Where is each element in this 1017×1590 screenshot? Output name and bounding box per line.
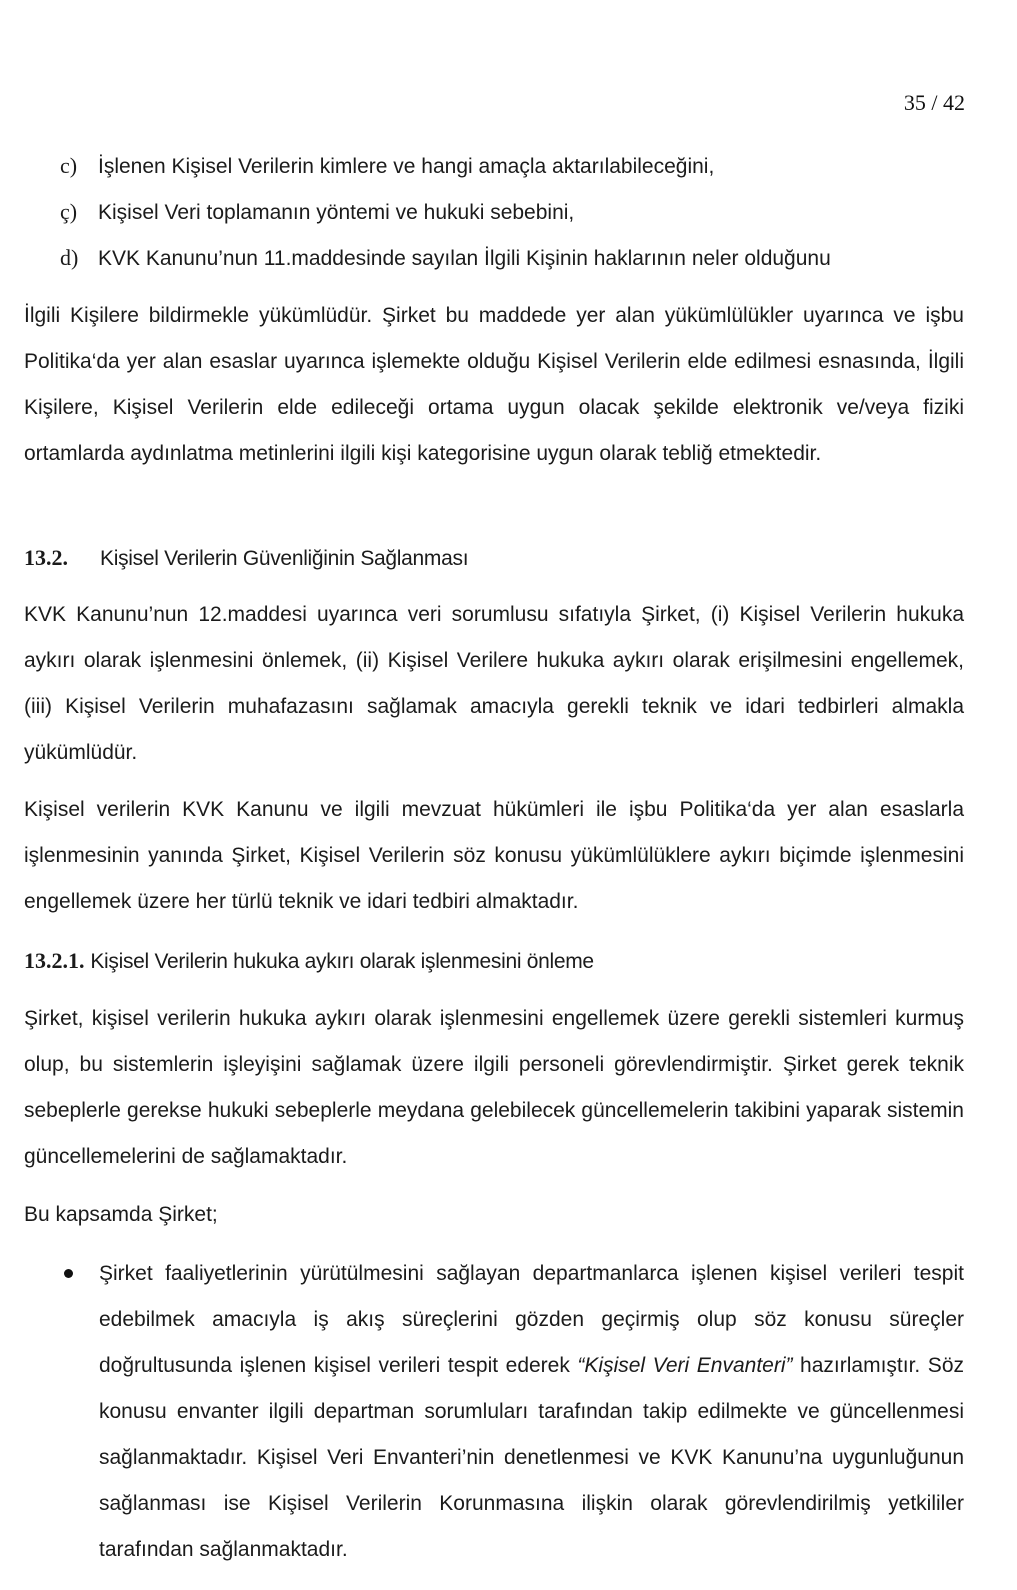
bullet-icon xyxy=(64,1269,73,1278)
list-item-c xyxy=(60,151,714,182)
paragraph-scope: Bu kapsamda Şirket; xyxy=(24,1203,218,1226)
list-marker: d) xyxy=(60,245,79,270)
inventory-title: “Kişisel Veri Envanteri” xyxy=(577,1354,793,1377)
list-item-text: Kişisel Veri toplamanın yöntemi ve hukuki sebebini, xyxy=(98,201,575,224)
paragraph-security-obligation: KVK Kanunu’nun 12.maddesi uyarınca veri sorumlusu sıfatıyla Şirket, (i) Kişisel Verilerin hukuka aykırı olarak işlenmesini önlemek, (ii) Kişisel Verilere hukuka aykırı olarak erişilmesini engellemek, (iii) Kişisel Verilerin muhafazasını sağlamak amacıyla gerekli teknik ve idari tedbirleri almakla yükümlüdür. xyxy=(24,603,964,764)
section-number: 13.2.1. xyxy=(24,948,85,973)
bullet-list-item xyxy=(24,1251,964,1573)
section-title: Kişisel Verilerin hukuka aykırı olarak işlenmesini önleme xyxy=(90,950,594,973)
paragraph-systems: Şirket, kişisel verilerin hukuka aykırı olarak işlenmesini engellemek üzere gerekli sistemleri kurmuş olup, bu sistemlerin işleyişini sağlamak üzere ilgili personeli görevlendirmiştir. Şirket gerek teknik sebeplerle gerekse hukuki sebeplerle meydana gelebilecek güncellemelerin takibini yaparak sistemin güncellemelerini de sağlamaktadır. xyxy=(24,1007,964,1168)
section-title: Kişisel Verilerin Güvenliğinin Sağlanması xyxy=(100,547,469,570)
list-item-cc xyxy=(60,197,574,228)
bullet-text: Şirket faaliyetlerinin yürütülmesini sağlayan departmanlarca işlenen kişisel verileri tespit edebilmek amacıyla iş akış süreçlerini gözden geçirmiş olup söz konusu süreçler doğrultusunda işlenen kişisel verileri tespit ederek “Kişisel Veri Envanteri” hazırlamıştır. Söz konusu envanter ilgili departman sorumluları tarafından takip edilmekte ve güncellenmesi sağlanmaktadır. Kişisel Veri Envanteri’nin denetlenmesi ve KVK Kanunu’na uygunluğunun sağlanması ise Kişisel Verilerin Korunmasına ilişkin olarak görevlendirilmiş yetkililer tarafından sağlanmaktadır. xyxy=(99,1262,964,1561)
list-marker: c) xyxy=(60,153,78,178)
section-heading-13-2 xyxy=(24,543,468,574)
list-item-d xyxy=(60,243,831,274)
list-item-text: KVK Kanunu’nun 11.maddesinde sayılan İlgili Kişinin haklarının neler olduğunu xyxy=(98,247,831,270)
paragraph-notification: İlgili Kişilere bildirmekle yükümlüdür. Şirket bu maddede yer alan yükümlülükler uyarınca ve işbu Politika‘da yer alan esaslar uyarınca işlemekte olduğu Kişisel Verilerin elde edilmesi esnasında, İlgili Kişilere, Kişisel Verilerin elde edileceği ortama uygun olacak şekilde elektronik ve/veya fiziki ortamlarda aydınlatma metinlerini ilgili kişi kategorisine uygun olarak tebliğ etmektedir. xyxy=(24,304,964,465)
page-number: 35 / 42 xyxy=(903,90,965,115)
paragraph-measures: Kişisel verilerin KVK Kanunu ve ilgili mevzuat hükümleri ile işbu Politika‘da yer alan esaslarla işlenmesinin yanında Şirket, Kişisel Verilerin söz konusu yükümlülüklere aykırı biçimde işlenmesini engellemek üzere her türlü teknik ve idari tedbiri almaktadır. xyxy=(24,798,964,913)
list-item-text: İşlenen Kişisel Verilerin kimlere ve hangi amaçla aktarılabileceğini, xyxy=(98,155,715,178)
list-marker: ç) xyxy=(60,199,78,224)
section-heading-13-2-1 xyxy=(24,946,594,977)
section-number: 13.2. xyxy=(24,545,68,570)
